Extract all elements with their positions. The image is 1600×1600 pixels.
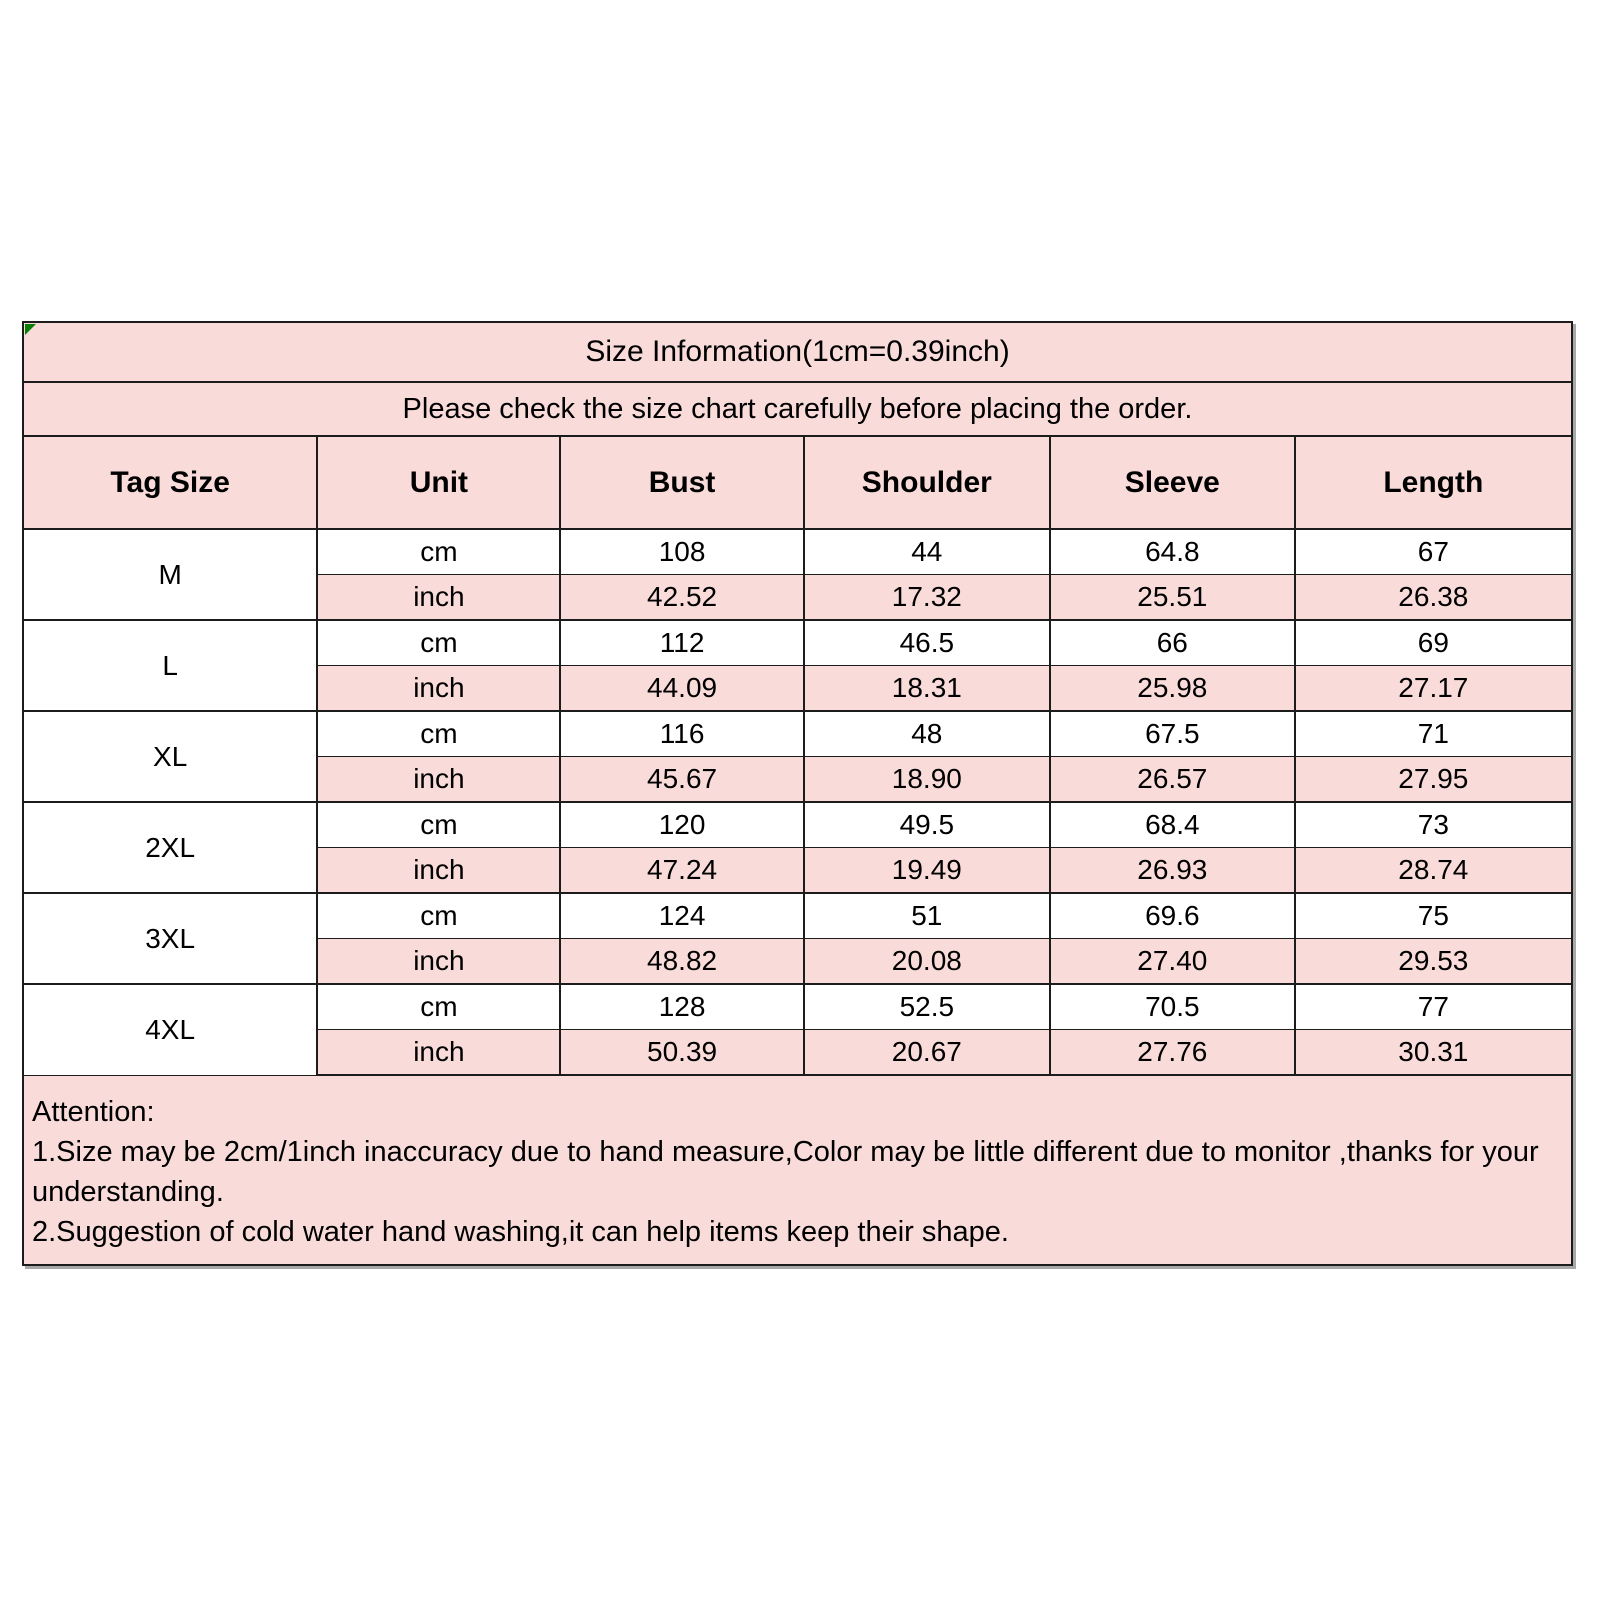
size-row-3xl-cm — [23, 893, 1572, 939]
tag-size-cell-xl: XL — [23, 711, 317, 802]
size-table-body — [23, 529, 1572, 1075]
tag-size-cell-l: L — [23, 620, 317, 711]
unit-cell: cm — [317, 711, 560, 757]
measurement-cell: 18.31 — [804, 666, 1050, 712]
measurement-cell: 116 — [560, 711, 803, 757]
unit-cell: cm — [317, 620, 560, 666]
measurement-cell: 17.32 — [804, 575, 1050, 621]
unit-cell: cm — [317, 802, 560, 848]
measurement-cell: 46.5 — [804, 620, 1050, 666]
column-header-bust: Bust — [560, 436, 803, 529]
measurement-cell: 77 — [1295, 984, 1572, 1030]
tag-size-cell-2xl: 2XL — [23, 802, 317, 893]
measurement-cell: 42.52 — [560, 575, 803, 621]
measurement-cell: 52.5 — [804, 984, 1050, 1030]
measurement-cell: 26.38 — [1295, 575, 1572, 621]
measurement-cell: 67.5 — [1050, 711, 1295, 757]
measurement-cell: 30.31 — [1295, 1030, 1572, 1076]
attention-note-1: 1.Size may be 2cm/1inch inaccuracy due to hand measure,Color may be little different due to monitor ,thanks for your understanding. — [32, 1136, 1539, 1208]
size-row-l-cm — [23, 620, 1572, 666]
measurement-cell: 27.95 — [1295, 757, 1572, 803]
measurement-cell: 29.53 — [1295, 939, 1572, 985]
unit-cell: inch — [317, 1030, 560, 1076]
measurement-cell: 26.57 — [1050, 757, 1295, 803]
column-header-row — [23, 436, 1572, 529]
measurement-cell: 51 — [804, 893, 1050, 939]
tag-size-cell-m: M — [23, 529, 317, 620]
measurement-cell: 48 — [804, 711, 1050, 757]
size-chart-sheet — [22, 321, 1573, 1266]
measurement-cell: 128 — [560, 984, 803, 1030]
measurement-cell: 44.09 — [560, 666, 803, 712]
unit-cell: cm — [317, 893, 560, 939]
subtitle-row — [23, 382, 1572, 436]
measurement-cell: 108 — [560, 529, 803, 575]
measurement-cell: 71 — [1295, 711, 1572, 757]
measurement-cell: 64.8 — [1050, 529, 1295, 575]
column-header-shoulder: Shoulder — [804, 436, 1050, 529]
measurement-cell: 20.67 — [804, 1030, 1050, 1076]
measurement-cell: 73 — [1295, 802, 1572, 848]
measurement-cell: 75 — [1295, 893, 1572, 939]
measurement-cell: 66 — [1050, 620, 1295, 666]
measurement-cell: 19.49 — [804, 848, 1050, 894]
size-row-2xl-cm — [23, 802, 1572, 848]
measurement-cell: 27.76 — [1050, 1030, 1295, 1076]
unit-cell: inch — [317, 666, 560, 712]
measurement-cell: 28.74 — [1295, 848, 1572, 894]
column-header-sleeve: Sleeve — [1050, 436, 1295, 529]
table-subtitle: Please check the size chart carefully before placing the order. — [23, 382, 1572, 436]
size-row-m-cm — [23, 529, 1572, 575]
title-row — [23, 322, 1572, 382]
measurement-cell: 112 — [560, 620, 803, 666]
measurement-cell: 120 — [560, 802, 803, 848]
measurement-cell: 68.4 — [1050, 802, 1295, 848]
measurement-cell: 69.6 — [1050, 893, 1295, 939]
tag-size-cell-3xl: 3XL — [23, 893, 317, 984]
column-header-length: Length — [1295, 436, 1572, 529]
measurement-cell: 69 — [1295, 620, 1572, 666]
unit-cell: cm — [317, 984, 560, 1030]
unit-cell: inch — [317, 575, 560, 621]
measurement-cell: 50.39 — [560, 1030, 803, 1076]
measurement-cell: 25.98 — [1050, 666, 1295, 712]
unit-cell: inch — [317, 757, 560, 803]
tag-size-cell-4xl: 4XL — [23, 984, 317, 1075]
measurement-cell: 27.40 — [1050, 939, 1295, 985]
measurement-cell: 18.90 — [804, 757, 1050, 803]
size-row-4xl-cm — [23, 984, 1572, 1030]
table-title: Size Information(1cm=0.39inch) — [23, 322, 1572, 382]
measurement-cell: 26.93 — [1050, 848, 1295, 894]
measurement-cell: 124 — [560, 893, 803, 939]
size-table — [22, 321, 1573, 1076]
unit-cell: inch — [317, 848, 560, 894]
measurement-cell: 44 — [804, 529, 1050, 575]
attention-heading: Attention: — [32, 1096, 155, 1128]
measurement-cell: 67 — [1295, 529, 1572, 575]
column-header-unit: Unit — [317, 436, 560, 529]
measurement-cell: 47.24 — [560, 848, 803, 894]
attention-note-2: 2.Suggestion of cold water hand washing,it can help items keep their shape. — [32, 1216, 1009, 1248]
measurement-cell: 48.82 — [560, 939, 803, 985]
unit-cell: inch — [317, 939, 560, 985]
unit-cell: cm — [317, 529, 560, 575]
green-corner-marker-icon — [25, 324, 36, 335]
measurement-cell: 45.67 — [560, 757, 803, 803]
size-row-xl-cm — [23, 711, 1572, 757]
measurement-cell: 49.5 — [804, 802, 1050, 848]
measurement-cell: 27.17 — [1295, 666, 1572, 712]
attention-section — [22, 1076, 1573, 1266]
measurement-cell: 25.51 — [1050, 575, 1295, 621]
measurement-cell: 20.08 — [804, 939, 1050, 985]
column-header-tag-size: Tag Size — [23, 436, 317, 529]
measurement-cell: 70.5 — [1050, 984, 1295, 1030]
